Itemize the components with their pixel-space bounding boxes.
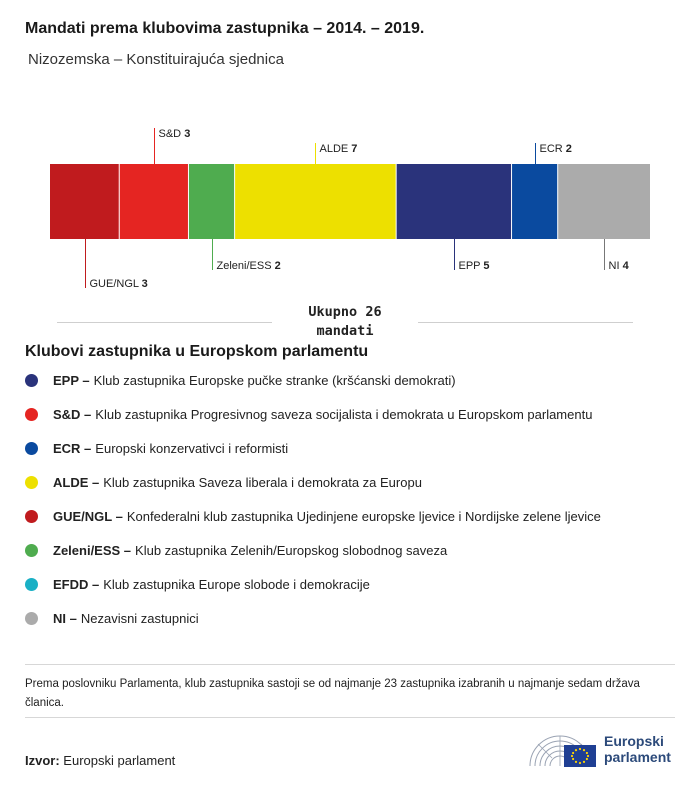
hemicycle-icon (528, 730, 602, 770)
stacked-bar-chart (0, 120, 700, 300)
legend-dot (25, 442, 38, 455)
legend-abbr: Zeleni/ESS – (53, 543, 132, 558)
legend-abbr: EFDD – (53, 577, 100, 592)
data-label-s-d: S&D 3 (158, 128, 191, 140)
logo-text (604, 733, 671, 765)
legend-abbr: NI – (53, 611, 77, 626)
legend-dot (25, 578, 38, 591)
divider-bottom (25, 717, 675, 718)
total-line-1: Ukupno 26 (308, 304, 382, 320)
logo-line-1: Europski (604, 733, 664, 749)
footnote: Prema poslovniku Parlamenta, klub zastupnika sastoji se od najmanje 23 zastupnika izabranih u najmanje sedam država članica. (25, 678, 640, 709)
legend-text: Europski konzervativci i reformisti (95, 441, 289, 456)
legend-dot (25, 544, 38, 557)
data-label-alde: ALDE 7 (319, 143, 358, 155)
total-seats (275, 303, 415, 341)
legend-abbr: EPP – (53, 373, 90, 388)
legend-abbr: ALDE – (53, 475, 100, 490)
legend-text: Klub zastupnika Progresivnog saveza socijalista i demokrata u Europskom parlamentu (95, 407, 593, 422)
legend-dot (25, 476, 38, 489)
chart-title: Mandati prema klubovima zastupnika – 2014. – 2019. (25, 20, 425, 37)
legend-dot (25, 408, 38, 421)
total-line-2: mandati (316, 323, 374, 339)
legend-text: Konfederalni klub zastupnika Ujedinjene europske ljevice i Nordijske zelene ljevice (126, 509, 601, 524)
legend-dot (25, 374, 38, 387)
data-label-ecr: ECR 2 (539, 143, 572, 155)
bar-segment-ni (558, 164, 650, 239)
legend-item (25, 441, 601, 475)
ep-logo[interactable] (528, 730, 678, 770)
legend-item (25, 509, 601, 543)
total-divider-right (418, 322, 633, 323)
divider-top (25, 664, 675, 665)
bar-segment-gue-ngl (50, 164, 119, 239)
source-value: Europski parlament (63, 753, 176, 768)
chart-subtitle: Nizozemska – Konstituirajuća sjednica (28, 51, 284, 68)
data-label-gue-ngl: GUE/NGL 3 (89, 278, 148, 290)
bar-segment-s-d (119, 164, 188, 239)
source (25, 753, 175, 768)
legend-abbr: ECR – (53, 441, 92, 456)
logo-line-2: parlament (604, 749, 671, 765)
legend-text: Klub zastupnika Saveza liberala i demokrata za Europu (103, 475, 422, 490)
legend-text: Nezavisni zastupnici (80, 611, 199, 626)
bar-segment-alde (235, 164, 397, 239)
bar-segment-zeleni-ess (188, 164, 234, 239)
legend-item (25, 577, 601, 611)
legend-item (25, 543, 601, 577)
legend-item (25, 407, 601, 441)
bar-segment-epp (396, 164, 511, 239)
legend-abbr: S&D – (53, 407, 92, 422)
bar-segment-ecr (512, 164, 558, 239)
total-divider-left (57, 322, 272, 323)
data-label-zeleni-ess: Zeleni/ESS 2 (216, 260, 281, 272)
legend-item (25, 373, 601, 407)
legend (25, 373, 601, 645)
legend-abbr: GUE/NGL – (53, 509, 123, 524)
legend-text: Klub zastupnika Europske pučke stranke (kršćanski demokrati) (93, 373, 456, 388)
data-label-epp: EPP 5 (458, 260, 490, 272)
legend-text: Klub zastupnika Europe slobode i demokracije (103, 577, 370, 592)
data-label-ni: NI 4 (608, 260, 629, 272)
legend-item (25, 475, 601, 509)
legend-text: Klub zastupnika Zelenih/Europskog slobodnog saveza (135, 543, 448, 558)
legend-item (25, 611, 601, 645)
legend-dot (25, 612, 38, 625)
legend-title: Klubovi zastupnika u Europskom parlamentu (25, 343, 369, 360)
source-label: Izvor: (25, 753, 60, 768)
legend-dot (25, 510, 38, 523)
